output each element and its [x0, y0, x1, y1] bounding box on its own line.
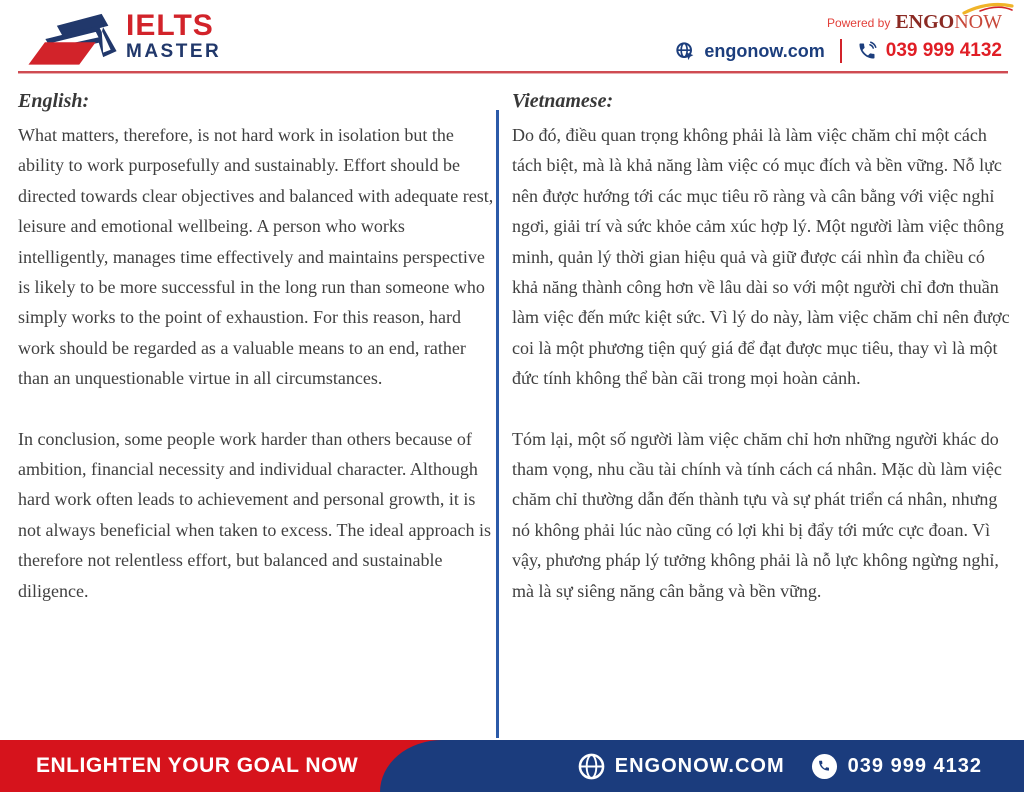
globe-icon: [675, 41, 695, 61]
stacked-books-logo-icon: [24, 6, 136, 68]
ielts-master-logo: [24, 6, 221, 68]
globe-circle-icon: [578, 753, 605, 780]
vietnamese-heading: Vietnamese:: [512, 90, 614, 112]
footer: [0, 740, 1024, 792]
engonow-wordmark: [895, 12, 1002, 32]
english-paragraph-1: What matters, therefore, is not hard work in isolation but the ability to work purposefully and sustainably. Effort should be directed towards clear objectives and balanced with adequate rest, leisure and emotional wellbeing. A person who works intelligently, manages time effectively and maintains perspective is likely to be more successful in the long run than someone who simply works to the point of exhaustion. For this reason, hard work should be regarded as a valuable means to an end, rather than an unquestionable virtue in all circumstances.: [18, 125, 494, 389]
swoosh-icon: [962, 0, 1014, 16]
header-website-link[interactable]: engonow.com: [704, 40, 825, 61]
footer-phone-link[interactable]: [811, 753, 982, 780]
english-paragraph-2: In conclusion, some people work harder than others because of ambition, financial necessity and individual character. Although hard work often leads to achievement and personal growth, it is not always beneficial when taken to excess. The ideal approach is therefore not relentless effort, but balanced and sustainable diligence.: [18, 428, 491, 601]
logo-wordmark: [126, 11, 221, 63]
contact-separator: [840, 39, 842, 63]
vietnamese-paragraph-2: Tóm lại, một số người làm việc chăm chỉ hơn những người khác do tham vọng, nhu cầu tài chính và tính cách cá nhân. Mặc dù làm việc chăm chỉ thường dẫn đến thành tựu và sự phát triển cá nhân, nhưng nó không phải lúc nào cũng có lợi khi bị đẩy tới mức cực đoan. Vì vậy, phương pháp lý tưởng không phải là nỗ lực không ngừng nghỉ, mà là sự siêng năng cân bằng và bền vững.: [512, 428, 1002, 601]
powered-by-label: Powered by: [826, 16, 891, 30]
vietnamese-paragraph-1: Do đó, điều quan trọng không phải là làm việc chăm chỉ một cách tách biệt, mà là khả năng làm việc có mục đích và bền vững. Nỗ lực nên được hướng tới các mục tiêu rõ ràng và cân bằng với việc nghỉ ngơi, giải trí và sức khỏe cảm xúc hợp lý. Một người làm việc thông minh, quản lý thời gian hiệu quả và giữ được cái nhìn đa chiều có khả năng thành công hơn về lâu dài so với một người chỉ đơn thuần làm việc đến mức kiệt sức. Vì lý do này, làm việc chăm chỉ nên được coi là một phương tiện quý giá để đạt được mục tiêu, thay vì là một đức tính không thể bàn cãi trong mọi hoàn cảnh.: [512, 125, 1010, 389]
logo-ielts-text: IELTS: [126, 9, 214, 42]
brand-now-text: NOW: [954, 11, 1002, 33]
footer-blue-band: [380, 740, 1024, 792]
footer-phone-text: 039 999 4132: [847, 754, 982, 777]
column-divider: [496, 110, 499, 738]
english-column: [18, 90, 494, 636]
header-contact-row: [675, 39, 1002, 63]
header: [0, 0, 1024, 74]
phone-icon: [857, 41, 877, 61]
brand-engo-text: ENGO: [895, 11, 955, 33]
header-divider-line: [18, 71, 1008, 73]
phone-circle-icon: [811, 753, 838, 780]
logo-master-text: MASTER: [126, 41, 222, 62]
footer-website-text: ENGONOW.COM: [614, 754, 785, 777]
header-right: [675, 12, 1002, 63]
powered-by-row: [675, 12, 1002, 32]
english-heading: English:: [18, 90, 90, 112]
footer-slogan: ENLIGHTEN YOUR GOAL NOW: [36, 754, 359, 777]
vietnamese-column: [512, 90, 1012, 636]
footer-website-link[interactable]: [578, 753, 785, 780]
footer-contact: [578, 740, 982, 792]
header-phone-link[interactable]: 039 999 4132: [885, 40, 1002, 61]
